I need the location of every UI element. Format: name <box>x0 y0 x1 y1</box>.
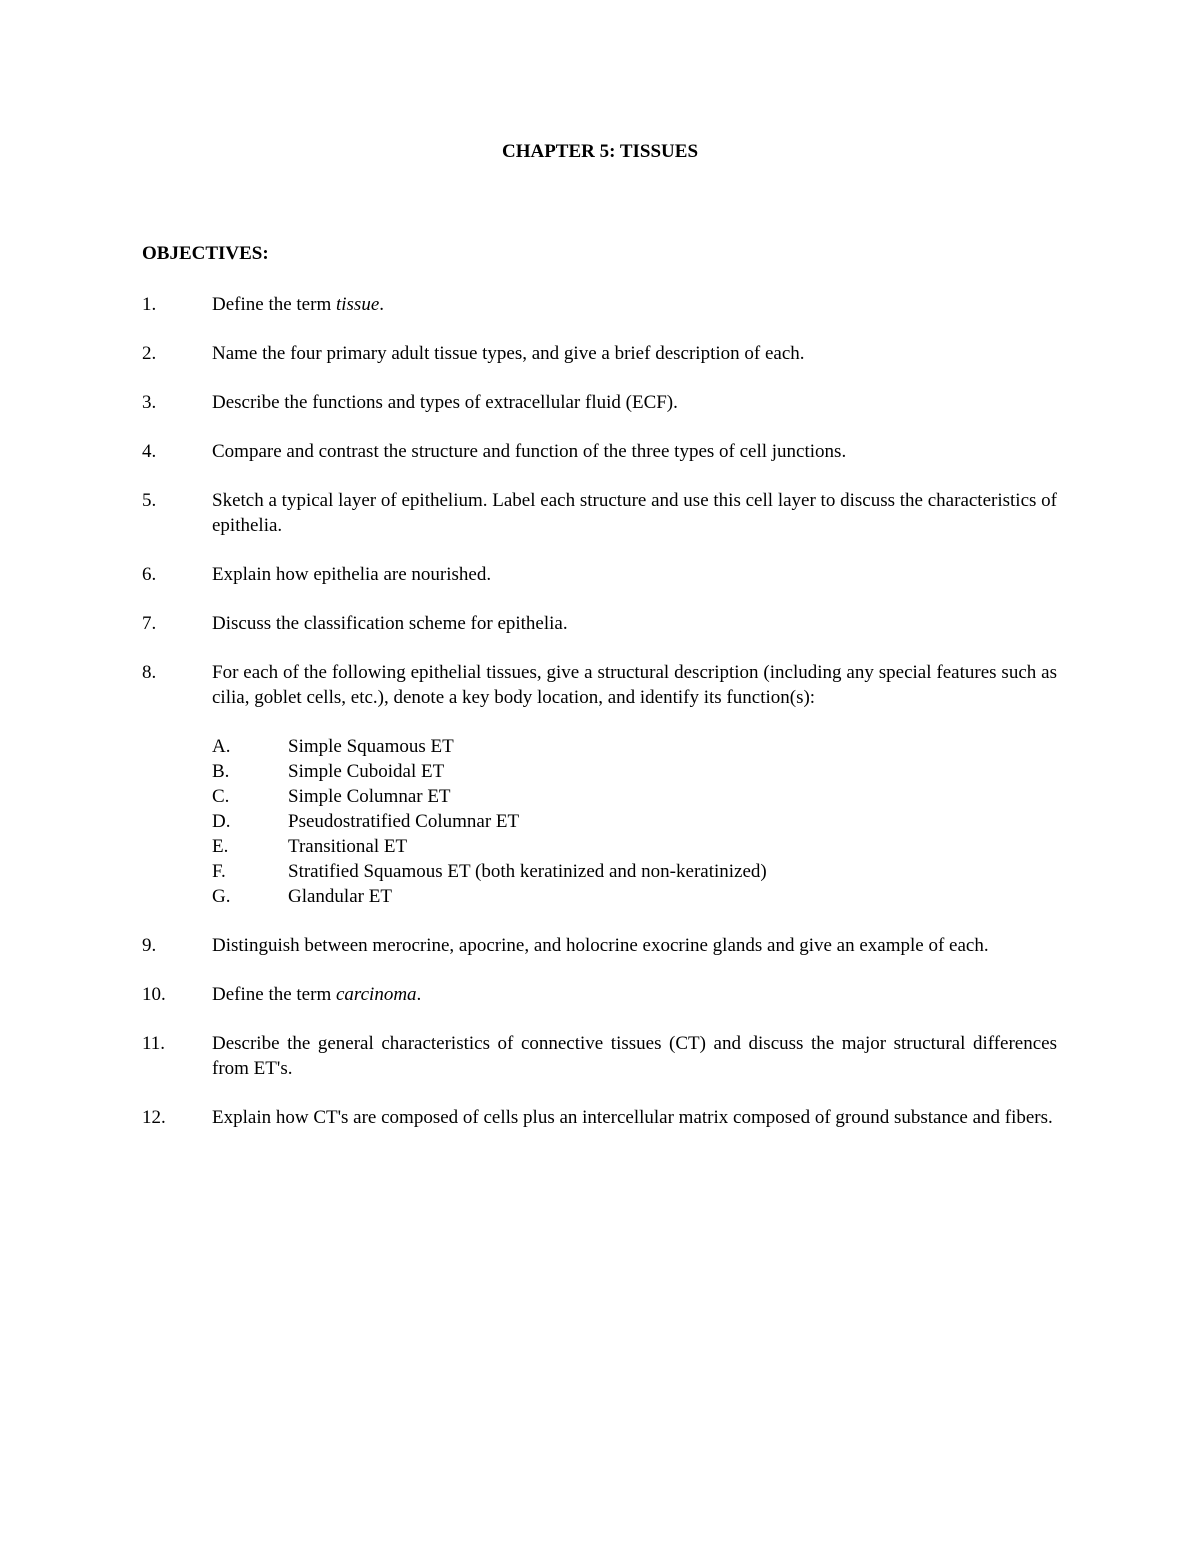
sublist-letter: A. <box>212 736 231 757</box>
objective-text: Explain how epithelia are nourished. <box>212 564 492 585</box>
objective-number: 3. <box>142 392 157 413</box>
objective-text: Discuss the classification scheme for epithelia. <box>212 613 568 634</box>
objective-text: Describe the functions and types of extracellular fluid (ECF). <box>212 392 678 413</box>
objective-number: 7. <box>142 613 157 634</box>
objective-number: 5. <box>142 490 157 511</box>
objective-item <box>142 488 1057 538</box>
objective-item <box>142 933 1057 958</box>
sublist-text: Simple Cuboidal ET <box>288 761 445 782</box>
objective-text: Define the term carcinoma. <box>212 984 422 1005</box>
sublist-text: Simple Squamous ET <box>288 736 454 757</box>
objective-text: Sketch a typical layer of epithelium. Label each structure and use this cell layer to discuss the characteristics of epithelia. <box>212 490 1057 536</box>
sublist-text: Simple Columnar ET <box>288 786 451 807</box>
objective-number: 2. <box>142 343 157 364</box>
objective-number: 8. <box>142 662 157 683</box>
sublist-item <box>212 809 1057 834</box>
objective-item <box>142 1031 1057 1081</box>
objective-text: Compare and contrast the structure and function of the three types of cell junctions. <box>212 441 847 462</box>
objective-item <box>142 611 1057 636</box>
sublist-text: Transitional ET <box>288 836 408 857</box>
objective-item <box>142 439 1057 464</box>
objective-text: Explain how CT's are composed of cells plus an intercellular matrix composed of ground substance and fibers. <box>212 1107 1053 1128</box>
sublist-text: Pseudostratified Columnar ET <box>288 811 520 832</box>
objective-item <box>142 982 1057 1007</box>
objective-item <box>142 292 1057 317</box>
objective-text: For each of the following epithelial tissues, give a structural description (including any special features such as cilia, goblet cells, etc.), denote a key body location, and identify its function(s): <box>212 662 1057 708</box>
sublist-letter: B. <box>212 761 230 782</box>
objective-text: Describe the general characteristics of connective tissues (CT) and discuss the major structural differences from ET's. <box>212 1033 1057 1079</box>
sublist-item <box>212 759 1057 784</box>
emphasized-term: tissue <box>335 294 380 315</box>
objective-text: Distinguish between merocrine, apocrine, and holocrine exocrine glands and give an example of each. <box>212 935 989 956</box>
objective-text-with-sublist <box>212 660 1057 909</box>
sublist-letter: C. <box>212 786 230 807</box>
sublist-text: Stratified Squamous ET (both keratinized and non-keratinized) <box>288 861 767 882</box>
sublist-item <box>212 784 1057 809</box>
sublist-letter: F. <box>212 861 226 882</box>
sublist-letter: E. <box>212 836 229 857</box>
sublist-item <box>212 834 1057 859</box>
objective-item <box>142 390 1057 415</box>
emphasized-term: carcinoma <box>335 984 417 1005</box>
sublist-item <box>212 734 1057 759</box>
objective-number: 9. <box>142 935 157 956</box>
sublist-item <box>212 859 1057 884</box>
page-title: CHAPTER 5: TISSUES <box>501 141 699 162</box>
objectives-list <box>142 292 1057 1154</box>
objective-number: 6. <box>142 564 157 585</box>
objective-item <box>142 660 1057 909</box>
sublist-letter: G. <box>212 886 231 907</box>
objective-number: 11. <box>142 1033 166 1054</box>
objective-number: 1. <box>142 294 157 315</box>
objective-text: Define the term tissue. <box>212 294 385 315</box>
objective-number: 10. <box>142 984 166 1005</box>
objective-number: 4. <box>142 441 157 462</box>
objective-number: 12. <box>142 1107 166 1128</box>
objective-item <box>142 562 1057 587</box>
objective-item <box>142 341 1057 366</box>
sublist-text: Glandular ET <box>288 886 392 907</box>
objective-text: Name the four primary adult tissue types, and give a brief description of each. <box>212 343 805 364</box>
section-heading: OBJECTIVES: <box>142 243 269 264</box>
objective-item <box>142 1105 1057 1130</box>
sublist-letter: D. <box>212 811 231 832</box>
tissue-sublist <box>212 734 1057 909</box>
sublist-item <box>212 884 1057 909</box>
